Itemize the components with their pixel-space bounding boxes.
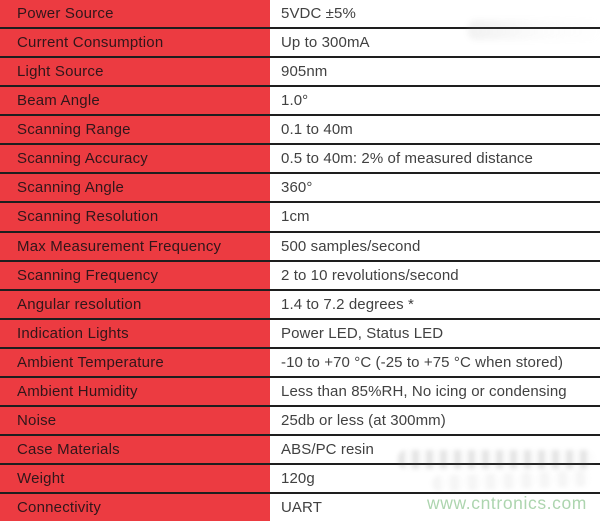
spec-value-cell: 5VDC ±5% [281,5,356,23]
spec-value-cell: 120g [281,470,315,488]
spec-label-cell: Scanning Resolution [0,203,270,230]
spec-value-cell: -10 to +70 °C (-25 to +75 °C when stored) [281,353,564,371]
spec-value-cell: 905nm [281,63,328,81]
spec-value-cell: Power LED, Status LED [281,324,444,342]
spec-value-cell: 1cm [281,208,310,226]
spec-value-cell: Less than 85%RH, No icing or condensing [281,382,567,400]
spec-value-cell: 25db or less (at 300mm) [281,411,446,429]
table-row [0,436,600,465]
spec-label-cell: Angular resolution [0,291,270,318]
spec-label-cell: Indication Lights [0,320,270,347]
table-row [0,145,600,174]
table-row [0,320,600,349]
spec-value-cell: Up to 300mA [281,34,370,52]
watermark-cntronics: www.cntronics.com [427,493,587,513]
spec-label-cell: Scanning Accuracy [0,145,270,172]
table-row [0,378,600,407]
spec-label-cell: Scanning Range [0,116,270,143]
table-row [0,407,600,436]
spec-label-cell: Connectivity [0,494,270,521]
table-row [0,58,600,87]
spec-label-cell: Light Source [0,58,270,85]
table-row [0,0,600,29]
table-row [0,174,600,203]
spec-value-cell: UART [281,499,322,517]
table-row [0,87,600,116]
spec-label-cell: Power Source [0,0,270,27]
spec-label-cell: Case Materials [0,436,270,463]
table-row [0,494,600,521]
spec-label-cell: Ambient Temperature [0,349,270,376]
table-row [0,203,600,232]
table-row [0,465,600,494]
spec-label-cell: Max Measurement Frequency [0,233,270,260]
table-row [0,116,600,145]
table-row [0,262,600,291]
spec-value-cell: 2 to 10 revolutions/second [281,266,459,284]
spec-label-cell: Scanning Frequency [0,262,270,289]
spec-value-cell: 360° [281,179,313,197]
spec-label-cell: Beam Angle [0,87,270,114]
spec-value-cell: 0.1 to 40m [281,121,353,139]
table-row [0,29,600,58]
spec-label-cell: Noise [0,407,270,434]
spec-label-cell: Current Consumption [0,29,270,56]
spec-value-cell: ABS/PC resin [281,440,374,458]
spec-label-cell: Weight [0,465,270,492]
table-row [0,233,600,262]
spec-label-cell: Ambient Humidity [0,378,270,405]
table-row [0,349,600,378]
spec-value-cell: 500 samples/second [281,237,421,255]
spec-value-cell: 1.0° [281,92,309,110]
spec-value-cell: 0.5 to 40m: 2% of measured distance [281,150,533,168]
spec-value-cell: 1.4 to 7.2 degrees * [281,295,414,313]
table-row [0,291,600,320]
spec-label-cell: Scanning Angle [0,174,270,201]
